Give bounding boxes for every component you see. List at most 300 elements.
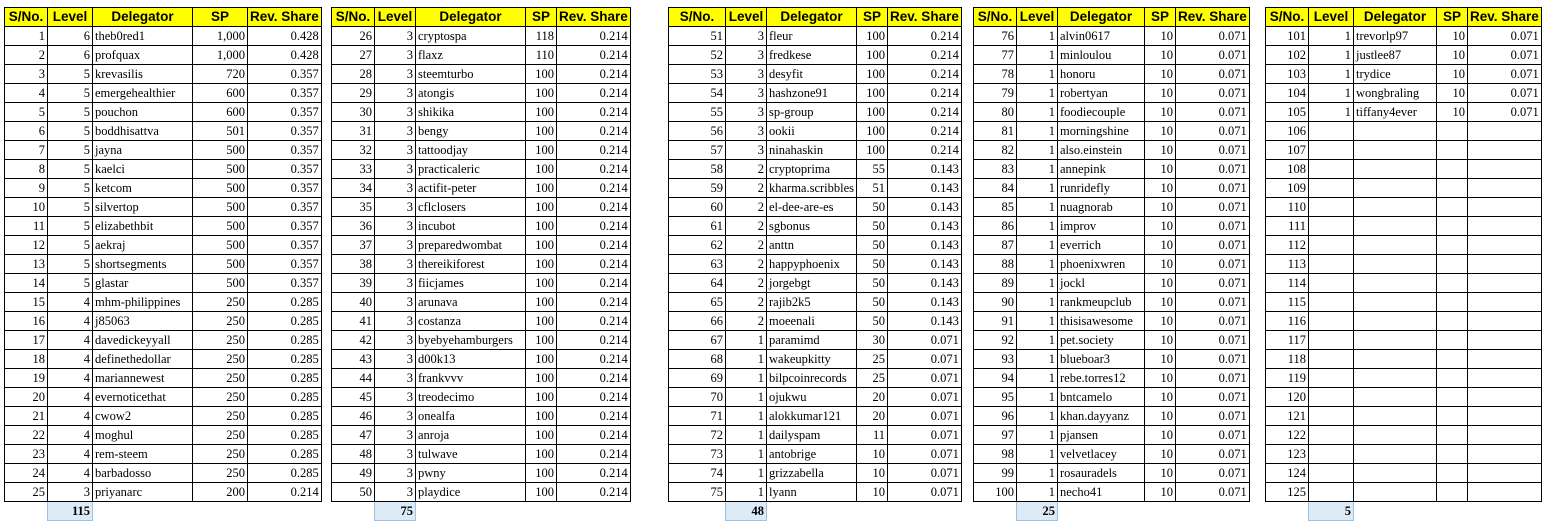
delegator-cell: justlee87: [1354, 46, 1437, 65]
sp-cell: 10: [1145, 141, 1176, 160]
table-row: [5, 312, 322, 331]
sno-cell: 26: [332, 27, 375, 46]
level-cell: 5: [48, 122, 93, 141]
rev-share-cell: [1468, 350, 1542, 369]
sno-cell: 111: [1266, 217, 1309, 236]
level-cell: [1309, 388, 1354, 407]
delegator-cell: j85063: [93, 312, 193, 331]
delegator-cell: [1354, 255, 1437, 274]
table-row: [669, 464, 962, 483]
table-row: [1266, 312, 1542, 331]
rev-share-cell: 0.143: [888, 179, 962, 198]
sp-cell: 10: [1437, 103, 1468, 122]
table-row: [332, 407, 631, 426]
delegator-cell: fleur: [767, 27, 857, 46]
table-row: [5, 179, 322, 198]
level-cell: [1309, 407, 1354, 426]
table-row: [332, 369, 631, 388]
blank-cell: [557, 502, 631, 521]
sno-cell: 29: [332, 84, 375, 103]
level-cell: 3: [375, 445, 416, 464]
delegator-cell: trevorlp97: [1354, 27, 1437, 46]
delegator-cell: [1354, 350, 1437, 369]
sp-cell: 500: [193, 141, 248, 160]
blank-cell: [248, 502, 322, 521]
sno-cell: 98: [974, 445, 1017, 464]
rev-share-cell: [1468, 312, 1542, 331]
sp-cell: 1,000: [193, 27, 248, 46]
rev-share-cell: 0.071: [1176, 483, 1250, 502]
level-cell: 1: [1017, 350, 1058, 369]
rev-share-cell: [1468, 426, 1542, 445]
sno-cell: 95: [974, 388, 1017, 407]
table-row: [974, 65, 1250, 84]
table-row: [669, 103, 962, 122]
delegator-cell: elizabethbit: [93, 217, 193, 236]
delegator-cell: [1354, 312, 1437, 331]
sp-cell: [1437, 312, 1468, 331]
table-row: [974, 312, 1250, 331]
delegator-cell: cwow2: [93, 407, 193, 426]
level-total-cell: 48: [726, 502, 767, 521]
rev-share-cell: [1468, 122, 1542, 141]
sno-cell: 25: [5, 483, 48, 502]
level-cell: 3: [375, 464, 416, 483]
total-row: [5, 502, 322, 521]
level-cell: 1: [726, 369, 767, 388]
rev-share-cell: 0.214: [557, 312, 631, 331]
sp-cell: 10: [1145, 388, 1176, 407]
sno-cell: 3: [5, 65, 48, 84]
table-row: [5, 331, 322, 350]
header-rev-share: Rev. Share: [1468, 8, 1542, 27]
rev-share-cell: 0.214: [557, 103, 631, 122]
table-row: [1266, 369, 1542, 388]
sp-cell: 100: [857, 65, 888, 84]
delegator-cell: thereikiforest: [416, 255, 526, 274]
delegator-cell: pjansen: [1058, 426, 1145, 445]
rev-share-cell: 0.357: [248, 274, 322, 293]
sno-cell: 92: [974, 331, 1017, 350]
rev-share-cell: 0.071: [888, 483, 962, 502]
table-row: [669, 483, 962, 502]
table-row: [669, 65, 962, 84]
rev-share-cell: 0.214: [888, 84, 962, 103]
level-cell: 3: [375, 293, 416, 312]
delegator-cell: aekraj: [93, 236, 193, 255]
sp-cell: 10: [1145, 198, 1176, 217]
blank-cell: [193, 502, 248, 521]
delegator-cell: velvetlacey: [1058, 445, 1145, 464]
rev-share-cell: 0.071: [888, 464, 962, 483]
table-row: [669, 331, 962, 350]
level-cell: 3: [375, 217, 416, 236]
table-row: [5, 65, 322, 84]
table-row: [5, 236, 322, 255]
sp-cell: [1437, 122, 1468, 141]
sno-cell: 85: [974, 198, 1017, 217]
table-row: [1266, 293, 1542, 312]
sp-cell: 10: [1145, 426, 1176, 445]
table-row: [5, 407, 322, 426]
sno-cell: 60: [669, 198, 726, 217]
level-cell: 3: [375, 46, 416, 65]
level-cell: 1: [1017, 103, 1058, 122]
delegator-cell: shikika: [416, 103, 526, 122]
sp-cell: 100: [526, 388, 557, 407]
level-cell: 4: [48, 331, 93, 350]
level-cell: 3: [375, 84, 416, 103]
level-cell: 1: [1017, 407, 1058, 426]
blank-cell: [1468, 502, 1542, 521]
total-row: [669, 502, 962, 521]
rev-share-cell: 0.071: [888, 445, 962, 464]
level-cell: 2: [726, 312, 767, 331]
delegator-cell: happyphoenix: [767, 255, 857, 274]
sno-cell: 53: [669, 65, 726, 84]
rev-share-cell: 0.214: [557, 198, 631, 217]
sp-cell: 1,000: [193, 46, 248, 65]
table-row: [332, 236, 631, 255]
sp-cell: 100: [526, 255, 557, 274]
sno-cell: 78: [974, 65, 1017, 84]
table-row: [974, 426, 1250, 445]
sno-cell: 44: [332, 369, 375, 388]
sp-cell: 10: [857, 445, 888, 464]
sp-cell: 250: [193, 388, 248, 407]
table-row: [669, 198, 962, 217]
level-cell: 1: [1017, 141, 1058, 160]
sno-cell: 113: [1266, 255, 1309, 274]
sno-cell: 9: [5, 179, 48, 198]
table-row: [1266, 331, 1542, 350]
delegator-cell: preparedwombat: [416, 236, 526, 255]
delegator-cell: sp-group: [767, 103, 857, 122]
delegator-cell: evernoticethat: [93, 388, 193, 407]
rev-share-cell: 0.071: [1468, 46, 1542, 65]
delegator-cell: [1354, 388, 1437, 407]
sp-cell: 100: [526, 369, 557, 388]
table-row: [1266, 236, 1542, 255]
rev-share-cell: 0.214: [557, 274, 631, 293]
delegator-cell: everrich: [1058, 236, 1145, 255]
blank-cell: [1176, 502, 1250, 521]
sno-cell: 106: [1266, 122, 1309, 141]
table-row: [5, 46, 322, 65]
rev-share-cell: 0.285: [248, 407, 322, 426]
rev-share-cell: 0.214: [557, 255, 631, 274]
delegator-cell: anttn: [767, 236, 857, 255]
rev-share-cell: [1468, 331, 1542, 350]
header-sp: SP: [1145, 8, 1176, 27]
sno-cell: 87: [974, 236, 1017, 255]
table-row: [669, 407, 962, 426]
level-total-cell: 5: [1309, 502, 1354, 521]
level-cell: 1: [726, 350, 767, 369]
sno-cell: 14: [5, 274, 48, 293]
sp-cell: 100: [526, 122, 557, 141]
level-cell: [1309, 217, 1354, 236]
sp-cell: 20: [857, 407, 888, 426]
delegator-cell: [1354, 141, 1437, 160]
blank-cell: [332, 502, 375, 521]
sp-cell: 10: [1145, 464, 1176, 483]
sp-cell: 25: [857, 369, 888, 388]
delegator-cell: frankvvv: [416, 369, 526, 388]
sp-cell: 10: [1145, 369, 1176, 388]
table-row: [669, 312, 962, 331]
level-cell: 1: [726, 445, 767, 464]
blank-cell: [416, 502, 526, 521]
level-cell: 1: [1017, 236, 1058, 255]
sno-cell: 32: [332, 141, 375, 160]
delegator-cell: pet.society: [1058, 331, 1145, 350]
sno-cell: 97: [974, 426, 1017, 445]
delegator-cell: practicaleric: [416, 160, 526, 179]
level-cell: [1309, 445, 1354, 464]
sno-cell: 86: [974, 217, 1017, 236]
table-row: [5, 445, 322, 464]
sp-cell: [1437, 426, 1468, 445]
sno-cell: 75: [669, 483, 726, 502]
rev-share-cell: 0.285: [248, 426, 322, 445]
rev-share-cell: 0.357: [248, 65, 322, 84]
delegator-table-2: [331, 7, 631, 521]
rev-share-cell: [1468, 407, 1542, 426]
sp-cell: 100: [526, 217, 557, 236]
delegator-cell: barbadosso: [93, 464, 193, 483]
blank-cell: [1058, 502, 1145, 521]
rev-share-cell: 0.071: [1468, 65, 1542, 84]
level-cell: 3: [726, 65, 767, 84]
table-row: [5, 255, 322, 274]
rev-share-cell: [1468, 255, 1542, 274]
sp-cell: 50: [857, 293, 888, 312]
sno-cell: 69: [669, 369, 726, 388]
header-sp: SP: [526, 8, 557, 27]
table-row: [974, 103, 1250, 122]
sno-cell: 125: [1266, 483, 1309, 502]
level-cell: 2: [726, 236, 767, 255]
table-row: [332, 46, 631, 65]
sno-cell: 10: [5, 198, 48, 217]
table-row: [1266, 255, 1542, 274]
table-row: [332, 483, 631, 502]
delegator-cell: [1354, 160, 1437, 179]
table-row: [332, 350, 631, 369]
level-cell: 3: [375, 27, 416, 46]
level-cell: 4: [48, 369, 93, 388]
delegator-cell: moghul: [93, 426, 193, 445]
rev-share-cell: 0.071: [1176, 274, 1250, 293]
level-cell: 1: [726, 388, 767, 407]
level-cell: 5: [48, 274, 93, 293]
sp-cell: 100: [526, 312, 557, 331]
sp-cell: 600: [193, 103, 248, 122]
level-cell: 6: [48, 27, 93, 46]
delegator-cell: pouchon: [93, 103, 193, 122]
rev-share-cell: 0.143: [888, 236, 962, 255]
delegator-cell: morningshine: [1058, 122, 1145, 141]
rev-share-cell: 0.357: [248, 103, 322, 122]
rev-share-cell: 0.071: [1176, 236, 1250, 255]
sp-cell: 100: [526, 103, 557, 122]
sp-cell: [1437, 293, 1468, 312]
delegator-cell: ookii: [767, 122, 857, 141]
rev-share-cell: [1468, 141, 1542, 160]
table-row: [1266, 84, 1542, 103]
level-cell: 3: [375, 103, 416, 122]
table-row: [669, 46, 962, 65]
table-row: [1266, 141, 1542, 160]
sp-cell: 100: [526, 179, 557, 198]
blank-cell: [1145, 502, 1176, 521]
sp-cell: 100: [526, 198, 557, 217]
level-cell: 5: [48, 65, 93, 84]
level-cell: 3: [375, 141, 416, 160]
sp-cell: 10: [857, 464, 888, 483]
sp-cell: 100: [526, 445, 557, 464]
rev-share-cell: 0.071: [1176, 388, 1250, 407]
rev-share-cell: 0.214: [557, 27, 631, 46]
level-cell: 1: [1017, 274, 1058, 293]
blank-cell: [669, 502, 726, 521]
delegator-cell: annepink: [1058, 160, 1145, 179]
table-row: [5, 198, 322, 217]
sno-cell: 24: [5, 464, 48, 483]
level-cell: 5: [48, 198, 93, 217]
rev-share-cell: 0.214: [248, 483, 322, 502]
sp-cell: 100: [526, 65, 557, 84]
table-row: [669, 217, 962, 236]
sp-cell: 20: [857, 388, 888, 407]
sno-cell: 61: [669, 217, 726, 236]
sno-cell: 93: [974, 350, 1017, 369]
delegator-cell: wongbraling: [1354, 84, 1437, 103]
rev-share-cell: 0.357: [248, 122, 322, 141]
table-row: [669, 274, 962, 293]
sp-cell: 10: [1145, 255, 1176, 274]
rev-share-cell: 0.357: [248, 255, 322, 274]
header-level: Level: [48, 8, 93, 27]
rev-share-cell: 0.214: [557, 65, 631, 84]
sno-cell: 64: [669, 274, 726, 293]
sno-cell: 12: [5, 236, 48, 255]
level-cell: 1: [1017, 160, 1058, 179]
delegator-cell: playdice: [416, 483, 526, 502]
level-cell: 1: [1309, 65, 1354, 84]
level-cell: 1: [1017, 198, 1058, 217]
header-delegator: Delegator: [1058, 8, 1145, 27]
sno-cell: 117: [1266, 331, 1309, 350]
rev-share-cell: 0.143: [888, 255, 962, 274]
level-total-cell: 25: [1017, 502, 1058, 521]
delegator-cell: d00k13: [416, 350, 526, 369]
sp-cell: 25: [857, 350, 888, 369]
rev-share-cell: 0.214: [557, 388, 631, 407]
table-row: [1266, 122, 1542, 141]
table-row: [5, 483, 322, 502]
level-cell: 1: [726, 331, 767, 350]
level-cell: [1309, 293, 1354, 312]
sno-cell: 42: [332, 331, 375, 350]
delegator-cell: cryptoprima: [767, 160, 857, 179]
table-row: [974, 198, 1250, 217]
delegator-cell: also.einstein: [1058, 141, 1145, 160]
sp-cell: 500: [193, 236, 248, 255]
level-cell: 3: [375, 65, 416, 84]
sp-cell: 100: [526, 274, 557, 293]
sno-cell: 7: [5, 141, 48, 160]
delegator-cell: foodiecouple: [1058, 103, 1145, 122]
sp-cell: 250: [193, 293, 248, 312]
delegator-cell: robertyan: [1058, 84, 1145, 103]
sno-cell: 54: [669, 84, 726, 103]
table-row: [669, 369, 962, 388]
delegator-cell: [1354, 198, 1437, 217]
delegator-cell: profquax: [93, 46, 193, 65]
delegator-cell: wakeupkitty: [767, 350, 857, 369]
sno-cell: 122: [1266, 426, 1309, 445]
sno-cell: 68: [669, 350, 726, 369]
rev-share-cell: 0.071: [888, 426, 962, 445]
sp-cell: [1437, 217, 1468, 236]
blank-cell: [857, 502, 888, 521]
table-row: [5, 426, 322, 445]
sno-cell: 77: [974, 46, 1017, 65]
table-row: [5, 160, 322, 179]
rev-share-cell: 0.071: [1176, 464, 1250, 483]
sp-cell: [1437, 274, 1468, 293]
delegator-cell: incubot: [416, 217, 526, 236]
header-row: [1266, 8, 1542, 27]
delegator-cell: treodecimo: [416, 388, 526, 407]
level-cell: 3: [375, 122, 416, 141]
table-row: [332, 464, 631, 483]
sp-cell: [1437, 350, 1468, 369]
rev-share-cell: 0.214: [557, 350, 631, 369]
sno-cell: 58: [669, 160, 726, 179]
delegator-cell: [1354, 445, 1437, 464]
table-row: [669, 141, 962, 160]
sp-cell: 50: [857, 217, 888, 236]
rev-share-cell: 0.428: [248, 46, 322, 65]
sp-cell: 100: [857, 141, 888, 160]
delegator-cell: ojukwu: [767, 388, 857, 407]
level-cell: 5: [48, 103, 93, 122]
sp-cell: 51: [857, 179, 888, 198]
sp-cell: 10: [1145, 350, 1176, 369]
sp-cell: 10: [1145, 103, 1176, 122]
rev-share-cell: 0.071: [1468, 84, 1542, 103]
sno-cell: 5: [5, 103, 48, 122]
level-cell: 3: [726, 141, 767, 160]
table-row: [974, 27, 1250, 46]
level-cell: 1: [726, 464, 767, 483]
delegator-cell: fiicjames: [416, 274, 526, 293]
delegator-cell: arunava: [416, 293, 526, 312]
rev-share-cell: 0.285: [248, 445, 322, 464]
rev-share-cell: 0.214: [557, 46, 631, 65]
sp-cell: 500: [193, 179, 248, 198]
table-row: [669, 160, 962, 179]
header-level: Level: [375, 8, 416, 27]
table-row: [332, 141, 631, 160]
sp-cell: 10: [1145, 293, 1176, 312]
sno-cell: 4: [5, 84, 48, 103]
delegator-cell: antobrige: [767, 445, 857, 464]
table-row: [974, 293, 1250, 312]
